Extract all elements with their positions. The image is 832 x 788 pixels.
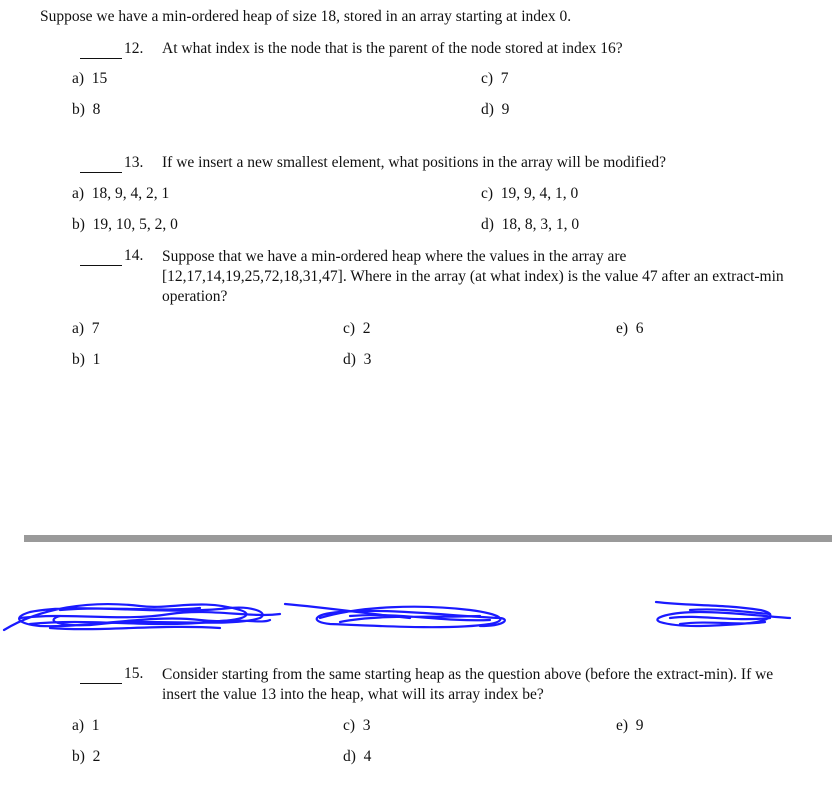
q15-option-c: c) 3 [343, 717, 371, 734]
answer-blank-12[interactable] [80, 42, 122, 59]
page-divider [24, 535, 832, 542]
question-number-13: 13. [124, 154, 144, 171]
q14-option-e: e) 6 [616, 320, 644, 337]
question-text-13: If we insert a new smallest element, what positions in the array will be modified? [162, 154, 667, 171]
q14-option-b: b) 1 [72, 351, 101, 368]
intro-text: Suppose we have a min-ordered heap of size 18, stored in an array starting at index 0. [40, 8, 572, 25]
q13-option-a: a) 18, 9, 4, 2, 1 [72, 185, 170, 202]
q14-option-c: c) 2 [343, 320, 371, 337]
question-text-12: At what index is the node that is the parent of the node stored at index 16? [162, 40, 623, 57]
answer-blank-13[interactable] [80, 156, 122, 173]
question-text-15: Consider starting from the same starting heap as the question above (before the extract-min). If we insert the value 13 into the heap, what will its array index be? [162, 666, 774, 703]
question-text-14: Suppose that we have a min-ordered heap where the values in the array are [12,17,14,19,25,72,18,31,47]. Where in the array (at what index) is the value 47 after an extract-min operation? [162, 248, 784, 305]
q15-option-b: b) 2 [72, 748, 101, 765]
question-number-12: 12. [124, 40, 144, 57]
q14-option-d: d) 3 [343, 351, 372, 368]
q15-option-d: d) 4 [343, 748, 372, 765]
q15-option-a: a) 1 [72, 717, 100, 734]
redaction-scribble [0, 588, 832, 638]
answer-blank-15[interactable] [80, 667, 122, 684]
q12-option-c: c) 7 [481, 70, 509, 87]
q13-option-d: d) 18, 8, 3, 1, 0 [481, 216, 580, 233]
q14-option-a: a) 7 [72, 320, 100, 337]
q13-option-b: b) 19, 10, 5, 2, 0 [72, 216, 178, 233]
answer-blank-14[interactable] [80, 249, 122, 266]
q13-option-c: c) 19, 9, 4, 1, 0 [481, 185, 579, 202]
q15-option-e: e) 9 [616, 717, 644, 734]
q12-option-b: b) 8 [72, 101, 101, 118]
question-number-15: 15. [124, 665, 144, 682]
q12-option-a: a) 15 [72, 70, 108, 87]
q12-option-d: d) 9 [481, 101, 510, 118]
question-number-14: 14. [124, 247, 144, 264]
